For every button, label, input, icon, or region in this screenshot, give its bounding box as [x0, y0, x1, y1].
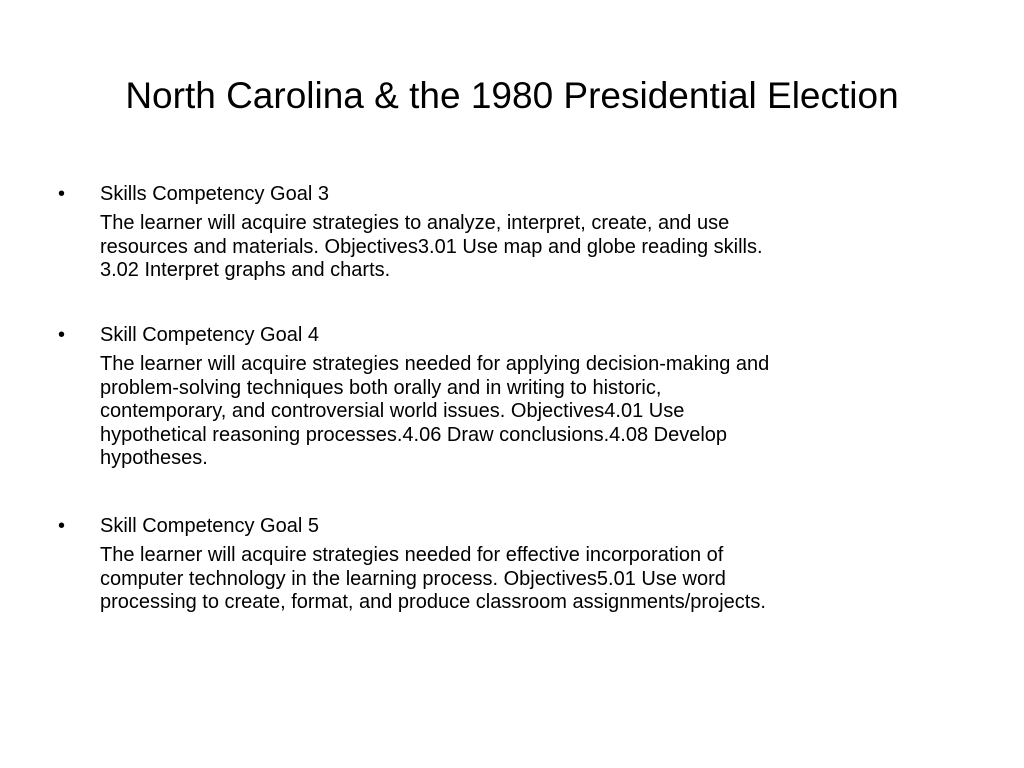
body-line: resources and materials. Objectives3.01 Use map and globe reading skills. [100, 235, 763, 258]
bullet-icon: • [58, 515, 66, 537]
body-line: hypotheses. [100, 447, 208, 469]
bullet-body [100, 353, 769, 471]
bullet-heading: Skill Competency Goal 5 [100, 515, 319, 537]
body-line: The learner will acquire strategies to analyze, interpret, create, and use [100, 212, 730, 234]
body-line: computer technology in the learning process. Objectives5.01 Use word [100, 567, 726, 590]
body-line: The learner will acquire strategies needed for applying decision-making and [100, 353, 770, 375]
slide-title: North Carolina & the 1980 Presidential Election [125, 75, 899, 116]
bullet-heading: Skills Competency Goal 3 [100, 183, 329, 205]
body-line: processing to create, format, and produce classroom assignments/projects. [100, 591, 766, 613]
bullet-body [100, 212, 763, 283]
body-line: hypothetical reasoning processes.4.06 Draw conclusions.4.08 Develop [100, 423, 728, 446]
bullet-icon: • [58, 183, 66, 205]
bullet-body [100, 544, 766, 615]
body-line: contemporary, and controversial world issues. Objectives4.01 Use [100, 400, 685, 422]
body-line: 3.02 Interpret graphs and charts. [100, 259, 391, 281]
body-line: problem-solving techniques both orally and in writing to historic, [100, 376, 662, 399]
bullet-icon: • [58, 324, 66, 346]
bullet-heading: Skill Competency Goal 4 [100, 324, 319, 346]
body-line: The learner will acquire strategies needed for effective incorporation of [100, 544, 724, 566]
